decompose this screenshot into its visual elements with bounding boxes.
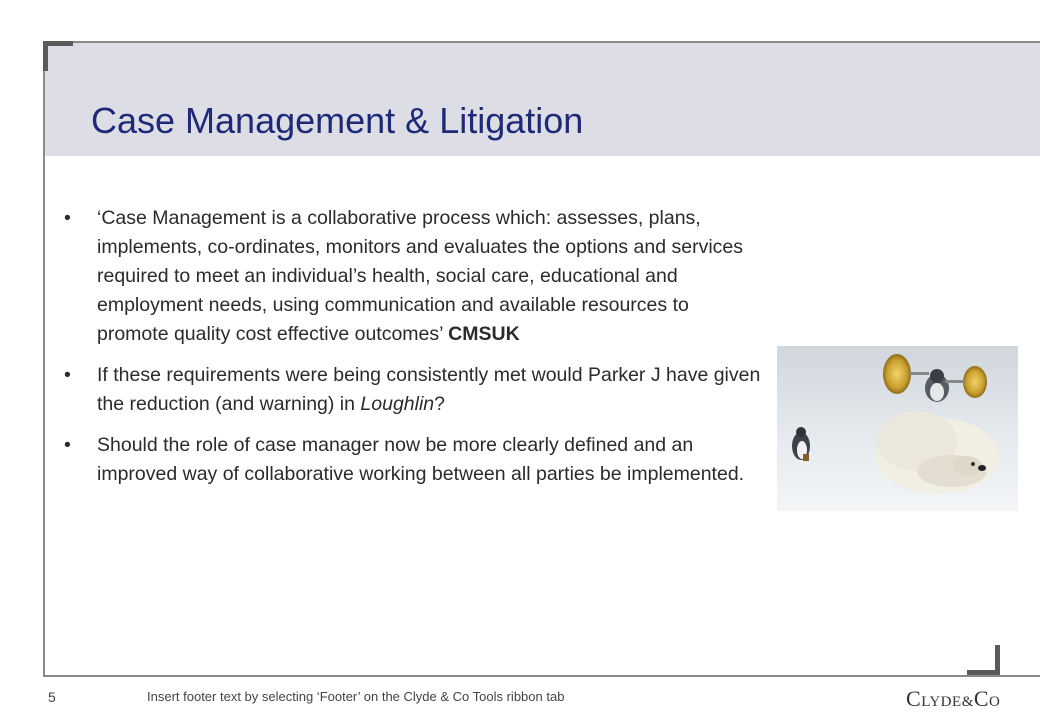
slide-title: Case Management & Litigation: [91, 100, 584, 141]
logo-letter: C: [973, 686, 990, 711]
bullet-dot: •: [64, 207, 71, 229]
bullet-tail: ?: [434, 393, 445, 415]
logo-letters: LYDE: [921, 694, 962, 710]
bullet-dot: •: [64, 434, 71, 456]
frame-bottom-line: [43, 675, 1040, 677]
logo-ampersand: &: [961, 694, 974, 710]
bullet-item-1: [64, 204, 764, 349]
frame-top-line: [43, 41, 1040, 43]
bullet-dot: •: [64, 364, 71, 386]
frame-left-line: [43, 41, 45, 677]
photo-illustration: [777, 346, 1018, 511]
bullet-text: Should the role of case manager now be more clearly defined and an improved way of collaborative working between all parties be implemented.: [97, 434, 745, 485]
bullet-source: CMSUK: [448, 323, 520, 345]
bullet-text: ‘Case Management is a collaborative process which: assesses, plans, implements, co-ordinates, monitors and evaluates the options and services required to meet an individual’s health, social care, educational and employment needs, using communication and available resources to promote quality cost effective outcomes’: [97, 207, 744, 345]
corner-mark-bottom-right-vertical: [995, 645, 1000, 675]
bullet-case-name: Loughlin: [360, 393, 435, 415]
logo-letters: O: [989, 694, 1001, 710]
bullet-item-2: [64, 361, 764, 419]
page-number: 5: [48, 689, 56, 705]
bullet-text: If these requirements were being consistently met would Parker J have given the reduction (and warning) in: [97, 364, 761, 415]
clyde-co-logo: [906, 686, 1000, 712]
footer-text: Insert footer text by selecting ‘Footer’ on the Clyde & Co Tools ribbon tab: [147, 689, 565, 704]
corner-mark-top-left-vertical: [43, 41, 48, 71]
bullet-item-3: [64, 431, 764, 489]
bullet-list: [64, 204, 764, 501]
polar-bear-penguin-photo: [777, 346, 1018, 511]
logo-letter: C: [906, 686, 922, 711]
